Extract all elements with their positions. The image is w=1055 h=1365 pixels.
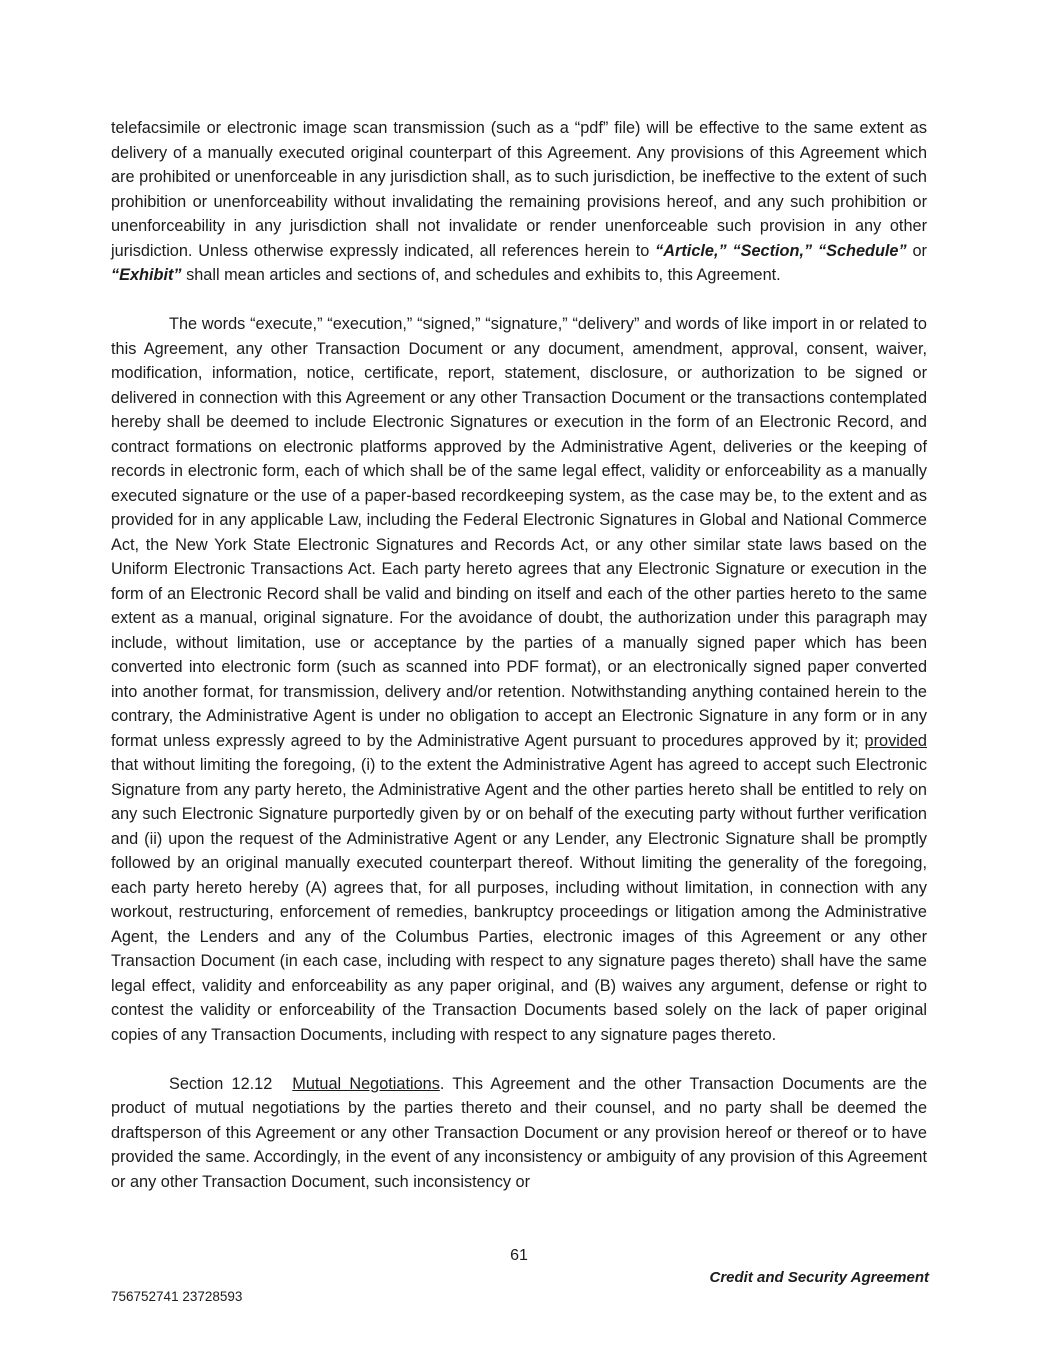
paragraph-text: The words “execute,” “execution,” “signed,” “signature,” “delivery” and words of like import in or related to this Agreement, any other Transaction Document or any document, amendment, approval, consent, waiver, modification, information, notice, certificate, report, statement, disclosure, or authorization to be signed or delivered in connection with this Agreement or any other Transaction Document or the transactions contemplated hereby shall be deemed to include Electronic Signatures or execution in the form of an Electronic Record, and contract formations on electronic platforms approved by the Administrative Agent, deliveries or the keeping of records in electronic form, each of which shall be of the same legal effect, validity or enforceability as a manually executed signature or the use of a paper-based recordkeeping system, as the case may be, to the extent and as provided for in any applicable Law, including the Federal Electronic Signatures in Global and National Commerce Act, the New York State Electronic Signatures and Records Act, or any other similar state laws based on the Uniform Electronic Transactions Act. Each party hereto agrees that any Electronic Signature or execution in the form of an Electronic Record shall be valid and binding on itself and each of the other parties hereto to the same extent as a manual, original signature. For the avoidance of doubt, the authorization under this paragraph may include, without limitation, use or acceptance by the parties of a manually signed paper which has been converted into electronic form (such as scanned into PDF format), or an electronically signed paper converted into another format, for transmission, delivery and/or retention. Notwithstanding anything contained herein to the contrary, the Administrative Agent is under no obligation to accept an Electronic Signature in any form or in any format unless expressly agreed to by the Administrative Agent pursuant to procedures approved by it; <box>111 315 927 750</box>
section-number-label: Section 12.12 <box>169 1074 273 1093</box>
footer-document-title: Credit and Security Agreement <box>709 1269 929 1286</box>
section-heading-mutual-negotiations: Mutual Negotiations <box>292 1074 440 1093</box>
paragraph-text: that without limiting the foregoing, (i) to the extent the Administrative Agent has agreed to accept such Electronic Signature from any party hereto, the Administrative Agent and the other parties hereto shall be entitled to rely on any such Electronic Signature purportedly given by or on behalf of the executing party without further verification and (ii) upon the request of the Administrative Agent or any Lender, any Electronic Signature shall be promptly followed by an original manually executed counterpart thereof. Without limiting the generality of the foregoing, each party hereto hereby (A) agrees that, for all purposes, including without limitation, in connection with any workout, restructuring, enforcement of remedies, bankruptcy proceedings or litigation among the Administrative Agent, the Lenders and any of the Columbus Parties, electronic images of this Agreement or any other Transaction Document (in each case, including with respect to any signature pages thereto) shall have the same legal effect, validity and enforceability as any paper original, and (B) waives any argument, defense or right to contest the validity or enforceability of the Transaction Documents based solely on the lack of paper original copies of any Transaction Documents, including with respect to any signature pages thereto. <box>111 756 927 1044</box>
paragraph-text: or <box>906 241 927 260</box>
paragraph-text: telefacsimile or electronic image scan transmission (such as a “pdf” file) will be effective to the same extent as delivery of a manually executed original counterpart of this Agreement. Any provisions of this Agreement which are prohibited or unenforceable in any jurisdiction shall, as to such jurisdiction, be ineffective to the extent of such prohibition or unenforceability without invalidating the remaining provisions hereof, and any such prohibition or unenforceability in any jurisdiction shall not invalidate or render unenforceable such provision in any other jurisdiction. Unless otherwise expressly indicated, all references herein to <box>111 119 927 260</box>
page-number: 61 <box>510 1247 528 1264</box>
footer-document-id: 756752741 23728593 <box>111 1289 243 1304</box>
defined-terms-article-section-schedule: “Article,” “Section,” “Schedule” <box>655 241 907 260</box>
document-body <box>111 116 927 1194</box>
paragraph-text: . This Agreement and the other Transaction Documents are the product of mutual negotiations by the parties thereto and their counsel, and no party shall be deemed the draftsperson of this Agreement or any other Transaction Document or any provision hereof or thereof or to have provided the same. Accordingly, in the event of any inconsistency or ambiguity of any provision of this Agreement or any other Transaction Document, such inconsistency or <box>111 1074 928 1191</box>
defined-term-exhibit: “Exhibit” <box>111 266 182 284</box>
underlined-term-provided: provided <box>864 731 927 750</box>
paragraph-section-12-12 <box>111 1072 927 1195</box>
paragraph-electronic-signatures <box>111 312 927 1047</box>
paragraph-counterparts-severability <box>111 116 927 288</box>
paragraph-text: shall mean articles and sections of, and schedules and exhibits to, this Agreement. <box>181 266 781 284</box>
